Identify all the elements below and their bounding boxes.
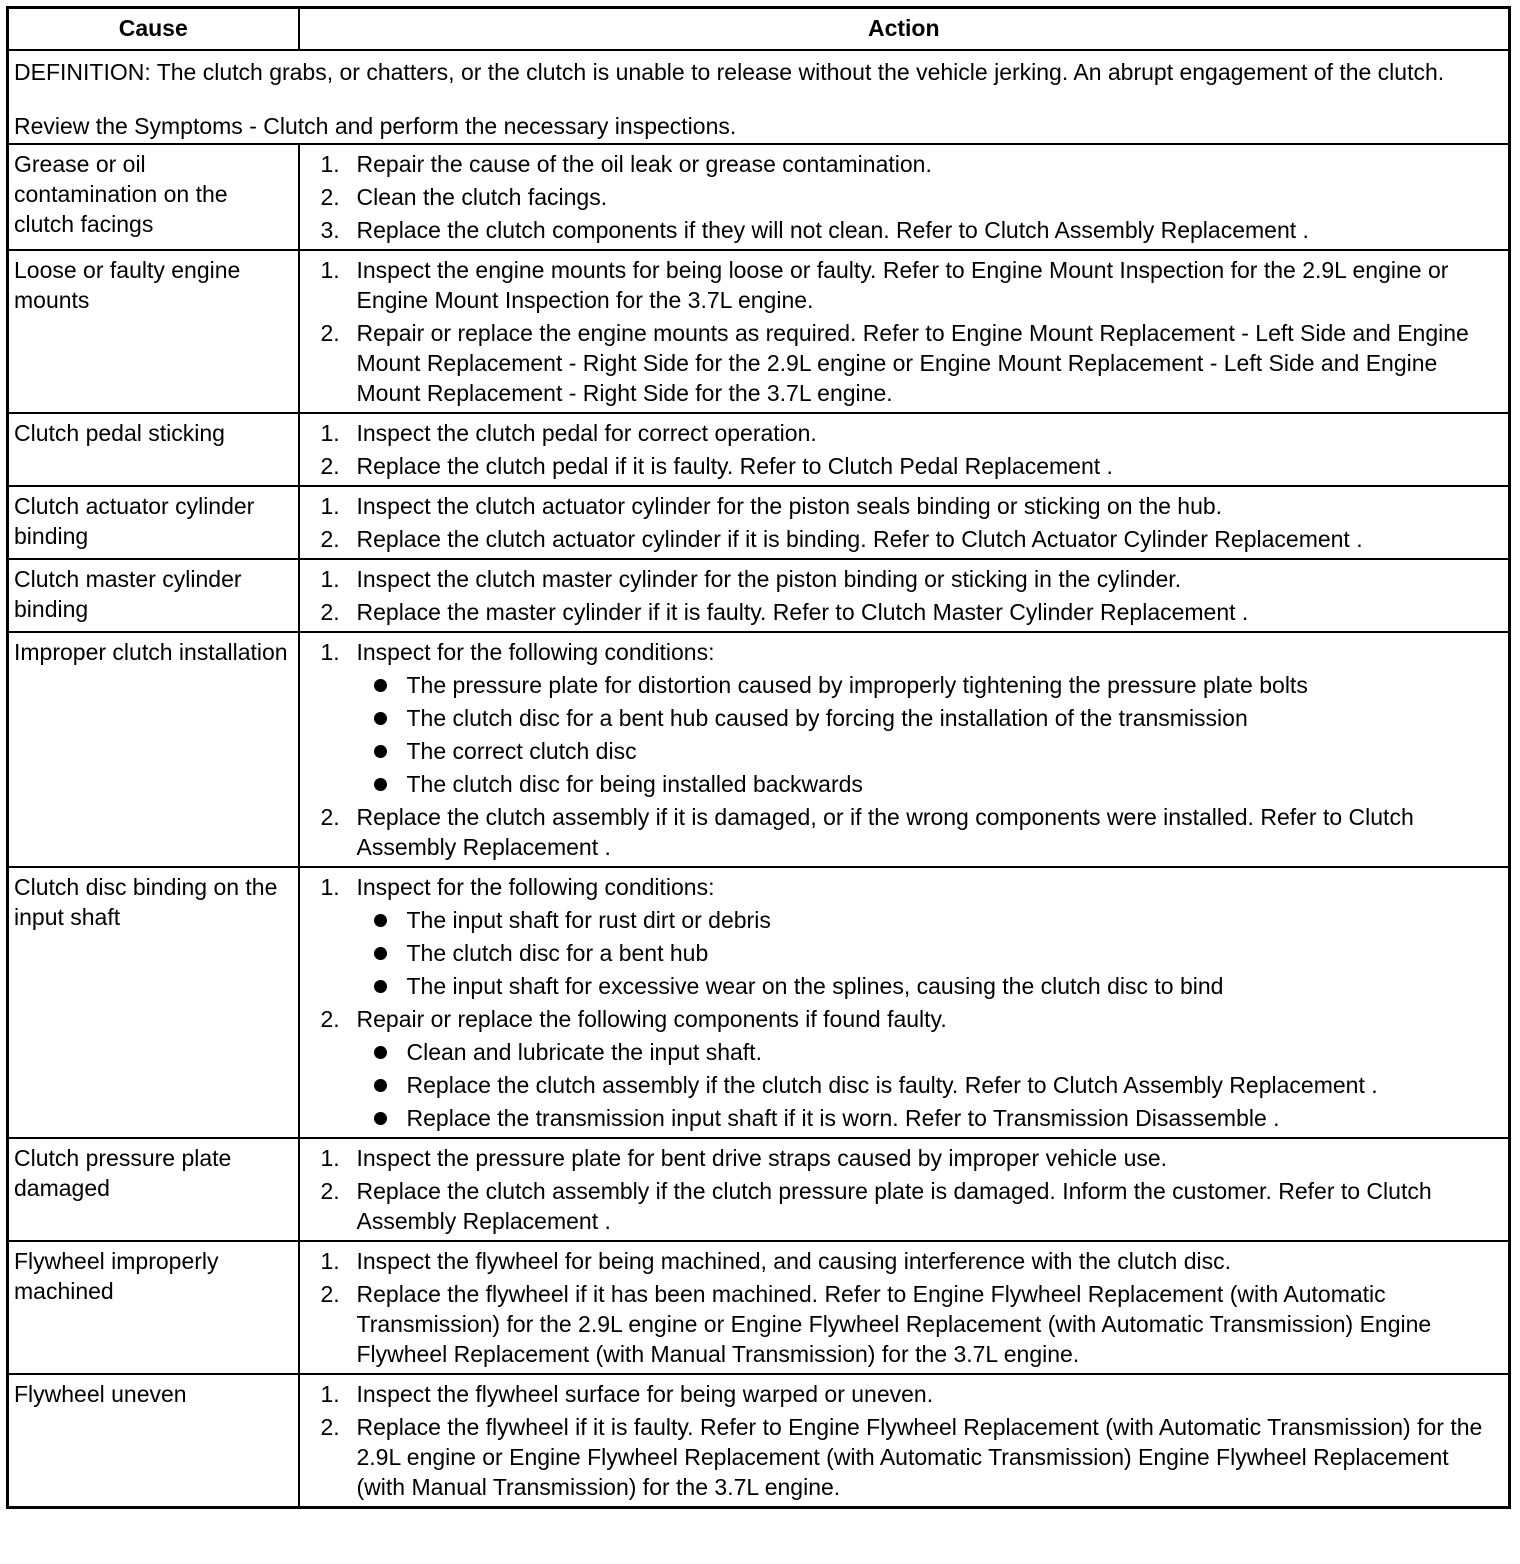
bullet-list	[357, 1037, 1504, 1133]
bullet-text: The clutch disc for being installed backwards	[406, 771, 863, 797]
step-number: 2.	[320, 453, 340, 479]
action-cell	[299, 144, 1510, 250]
step-text: Repair or replace the following components if found faulty.	[356, 1006, 947, 1032]
bullet-dot-icon	[374, 914, 387, 927]
cause-cell: Flywheel improperly machined	[8, 1241, 299, 1374]
bullet-text: The clutch disc for a bent hub caused by forcing the installation of the transmission	[406, 705, 1248, 731]
step-number: 2.	[320, 526, 340, 552]
step-text: Replace the clutch assembly if the clutch pressure plate is damaged. Inform the customer. Refer to Clutch Assembly Replacement .	[356, 1178, 1432, 1234]
definition-row	[8, 50, 1510, 144]
step-item	[305, 1246, 1504, 1276]
step-item	[305, 418, 1504, 448]
definition-cell	[8, 50, 1510, 144]
bullet-dot-icon	[374, 712, 387, 725]
bullet-item	[357, 736, 1504, 766]
step-item	[305, 149, 1504, 179]
step-item	[305, 802, 1504, 862]
step-list	[305, 149, 1504, 245]
table-row	[8, 632, 1510, 867]
step-text: Inspect for the following conditions:	[356, 874, 715, 900]
table-row	[8, 250, 1510, 413]
action-cell	[299, 1138, 1510, 1241]
cause-header: Cause	[8, 8, 299, 51]
cause-cell: Clutch disc binding on the input shaft	[8, 867, 299, 1138]
action-cell	[299, 632, 1510, 867]
table-row	[8, 1138, 1510, 1241]
bullet-item	[357, 938, 1504, 968]
step-list	[305, 564, 1504, 627]
step-item	[305, 1379, 1504, 1409]
step-item	[305, 182, 1504, 212]
bullet-item	[357, 1037, 1504, 1067]
step-number: 2.	[320, 1414, 340, 1440]
cause-cell: Clutch master cylinder binding	[8, 559, 299, 632]
bullet-dot-icon	[374, 745, 387, 758]
step-item	[305, 1004, 1504, 1133]
bullet-text: The clutch disc for a bent hub	[406, 940, 709, 966]
step-number: 3.	[320, 217, 340, 243]
cause-cell: Clutch pressure plate damaged	[8, 1138, 299, 1241]
table-row	[8, 1374, 1510, 1508]
step-item	[305, 491, 1504, 521]
diagnostic-table	[6, 6, 1511, 1509]
step-item	[305, 524, 1504, 554]
step-number: 2.	[320, 1006, 340, 1032]
bullet-text: Replace the clutch assembly if the clutch disc is faulty. Refer to Clutch Assembly Replacement .	[406, 1072, 1378, 1098]
action-cell	[299, 250, 1510, 413]
step-text: Inspect the pressure plate for bent drive straps caused by improper vehicle use.	[356, 1145, 1168, 1171]
bullet-dot-icon	[374, 1079, 387, 1092]
bullet-item	[357, 1103, 1504, 1133]
step-number: 1.	[320, 566, 340, 592]
step-list	[305, 1143, 1504, 1236]
review-text: Review the Symptoms - Clutch and perform the necessary inspections.	[14, 113, 737, 139]
step-item	[305, 318, 1504, 408]
action-cell	[299, 867, 1510, 1138]
step-item	[305, 215, 1504, 245]
step-item	[305, 1176, 1504, 1236]
step-text: Repair or replace the engine mounts as required. Refer to Engine Mount Replacement - Left Side and Engine Mount Replacement - Right Side for the 2.9L engine or Engine Mount Replacement - Left Side and Engine Mount Replacement - Right Side for the 3.7L engine.	[356, 320, 1469, 406]
bullet-item	[357, 905, 1504, 935]
step-item	[305, 1412, 1504, 1502]
bullet-text: Clean and lubricate the input shaft.	[406, 1039, 762, 1065]
action-cell	[299, 413, 1510, 486]
cause-cell: Clutch actuator cylinder binding	[8, 486, 299, 559]
bullet-list	[357, 905, 1504, 1001]
step-number: 1.	[320, 1248, 340, 1274]
header-row	[8, 8, 1510, 51]
step-text: Replace the flywheel if it is faulty. Refer to Engine Flywheel Replacement (with Automatic Transmission) for the 2.9L engine or Engine Flywheel Replacement (with Automatic Transmission) Engine Flywheel Replacement (with Manual Transmission) for the 3.7L engine.	[356, 1414, 1483, 1500]
step-text: Repair the cause of the oil leak or grease contamination.	[356, 151, 932, 177]
cause-cell: Clutch pedal sticking	[8, 413, 299, 486]
step-number: 2.	[320, 599, 340, 625]
step-list	[305, 1246, 1504, 1369]
bullet-dot-icon	[374, 947, 387, 960]
step-text: Inspect for the following conditions:	[356, 639, 715, 665]
step-item	[305, 1143, 1504, 1173]
action-cell	[299, 486, 1510, 559]
step-number: 1.	[320, 639, 340, 665]
table-row	[8, 559, 1510, 632]
bullet-item	[357, 670, 1504, 700]
bullet-dot-icon	[374, 679, 387, 692]
step-item	[305, 872, 1504, 1001]
bullet-item	[357, 971, 1504, 1001]
table-row	[8, 1241, 1510, 1374]
cause-cell: Grease or oil contamination on the clutch facings	[8, 144, 299, 250]
step-list	[305, 491, 1504, 554]
bullet-item	[357, 703, 1504, 733]
step-number: 2.	[320, 1281, 340, 1307]
definition-text: DEFINITION: The clutch grabs, or chatters, or the clutch is unable to release without the vehicle jerking. An abrupt engagement of the clutch.	[14, 59, 1445, 85]
step-text: Replace the clutch actuator cylinder if it is binding. Refer to Clutch Actuator Cylinder Replacement .	[356, 526, 1363, 552]
action-cell	[299, 1241, 1510, 1374]
action-cell	[299, 1374, 1510, 1508]
step-text: Inspect the flywheel for being machined, and causing interference with the clutch disc.	[356, 1248, 1231, 1274]
step-text: Replace the clutch pedal if it is faulty. Refer to Clutch Pedal Replacement .	[356, 453, 1113, 479]
step-number: 1.	[320, 1381, 340, 1407]
bullet-item	[357, 1070, 1504, 1100]
step-number: 1.	[320, 257, 340, 283]
table-row	[8, 413, 1510, 486]
step-list	[305, 418, 1504, 481]
cause-cell: Loose or faulty engine mounts	[8, 250, 299, 413]
step-list	[305, 255, 1504, 408]
step-number: 1.	[320, 874, 340, 900]
action-cell	[299, 559, 1510, 632]
bullet-text: The pressure plate for distortion caused by improperly tightening the pressure plate bolts	[406, 672, 1308, 698]
step-text: Replace the master cylinder if it is faulty. Refer to Clutch Master Cylinder Replacement .	[356, 599, 1249, 625]
step-text: Inspect the clutch master cylinder for the piston binding or sticking in the cylinder.	[356, 566, 1182, 592]
table-row	[8, 867, 1510, 1138]
step-item	[305, 564, 1504, 594]
step-number: 2.	[320, 184, 340, 210]
bullet-item	[357, 769, 1504, 799]
step-number: 1.	[320, 1145, 340, 1171]
step-list	[305, 872, 1504, 1133]
step-item	[305, 451, 1504, 481]
step-text: Replace the clutch components if they will not clean. Refer to Clutch Assembly Replacement .	[356, 217, 1309, 243]
action-header: Action	[299, 8, 1510, 51]
step-number: 1.	[320, 151, 340, 177]
bullet-dot-icon	[374, 980, 387, 993]
step-number: 2.	[320, 320, 340, 346]
step-text: Inspect the clutch actuator cylinder for the piston seals binding or sticking on the hub.	[356, 493, 1223, 519]
step-number: 1.	[320, 420, 340, 446]
step-list	[305, 1379, 1504, 1502]
step-text: Replace the flywheel if it has been machined. Refer to Engine Flywheel Replacement (with Automatic Transmission) for the 2.9L engine or Engine Flywheel Replacement (with Automatic Transmission) Engine Flywheel Replacement (with Manual Transmission) for the 3.7L engine.	[356, 1281, 1432, 1367]
step-text: Inspect the engine mounts for being loose or faulty. Refer to Engine Mount Inspection for the 2.9L engine or Engine Mount Inspection for the 3.7L engine.	[356, 257, 1449, 313]
step-text: Inspect the clutch pedal for correct operation.	[356, 420, 817, 446]
step-text: Clean the clutch facings.	[356, 184, 608, 210]
step-number: 2.	[320, 1178, 340, 1204]
bullet-text: Replace the transmission input shaft if it is worn. Refer to Transmission Disassemble .	[406, 1105, 1280, 1131]
bullet-list	[357, 670, 1504, 799]
cause-cell: Flywheel uneven	[8, 1374, 299, 1508]
step-item	[305, 637, 1504, 799]
bullet-text: The input shaft for rust dirt or debris	[406, 907, 771, 933]
step-item	[305, 1279, 1504, 1369]
step-text: Inspect the flywheel surface for being warped or uneven.	[356, 1381, 934, 1407]
bullet-dot-icon	[374, 1046, 387, 1059]
bullet-text: The input shaft for excessive wear on the splines, causing the clutch disc to bind	[406, 973, 1224, 999]
cause-cell: Improper clutch installation	[8, 632, 299, 867]
step-number: 1.	[320, 493, 340, 519]
bullet-text: The correct clutch disc	[406, 738, 637, 764]
bullet-dot-icon	[374, 1112, 387, 1125]
bullet-dot-icon	[374, 778, 387, 791]
table-row	[8, 486, 1510, 559]
step-list	[305, 637, 1504, 862]
step-number: 2.	[320, 804, 340, 830]
table-row	[8, 144, 1510, 250]
step-item	[305, 255, 1504, 315]
step-text: Replace the clutch assembly if it is damaged, or if the wrong components were installed. Refer to Clutch Assembly Replacement .	[356, 804, 1414, 860]
step-item	[305, 597, 1504, 627]
